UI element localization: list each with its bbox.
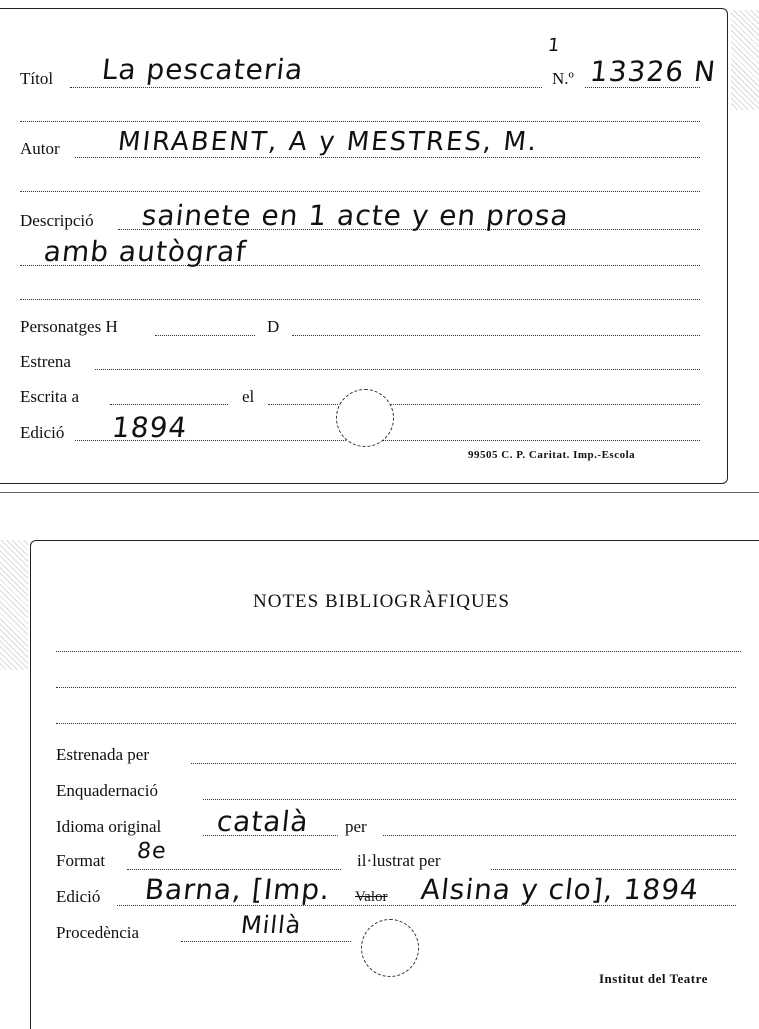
- format-value: 8e: [135, 839, 168, 864]
- bibliographic-notes-card: [30, 540, 759, 1029]
- per-label: per: [345, 817, 367, 836]
- procedencia-label: Procedència: [56, 923, 140, 942]
- edicio-value: 1894: [110, 411, 189, 444]
- edicio-label: Edició: [56, 887, 101, 906]
- punch-hole: [336, 389, 394, 447]
- edicio-value-a: Barna, [Imp.: [143, 873, 332, 906]
- punch-hole: [361, 919, 419, 977]
- institution-credit: Institut del Teatre: [599, 971, 708, 986]
- per-line: [383, 835, 736, 836]
- titol-label: Títol: [20, 69, 54, 88]
- escrita-line: [110, 404, 228, 405]
- procedencia-value: Millà: [239, 911, 303, 939]
- notes-line: [56, 723, 736, 724]
- estrena-line: [95, 369, 700, 370]
- idioma-value: català: [215, 805, 311, 838]
- autor-line: [75, 157, 700, 158]
- scan-edge-noise: [731, 10, 759, 110]
- descripcio-line-2: amb autògraf: [42, 235, 249, 268]
- descripcio-label: Descripció: [20, 211, 94, 230]
- autor-label: Autor: [20, 139, 60, 158]
- escrita-label: Escrita a: [20, 387, 79, 406]
- notes-heading: NOTES BIBLIOGRÀFIQUES: [253, 591, 510, 612]
- titol-line: [70, 87, 542, 88]
- blank-line: [20, 121, 700, 122]
- enquadernacio-line: [203, 799, 736, 800]
- notes-line: [56, 687, 736, 688]
- blank-line: [20, 299, 700, 300]
- estrena-label: Estrena: [20, 352, 71, 371]
- format-label: Format: [56, 851, 106, 870]
- scan-separator: [0, 492, 759, 493]
- autor-value: MIRABENT, A y MESTRES, M.: [116, 127, 540, 157]
- d-label: D: [267, 317, 280, 336]
- procedencia-line: [181, 941, 351, 942]
- descripcio-line-1: sainete en 1 acte y en prosa: [140, 199, 571, 232]
- edicio-value-b: Alsina y clo], 1894: [419, 873, 701, 906]
- blank-line: [20, 191, 700, 192]
- numero-mark: 1: [546, 35, 562, 56]
- enquadernacio-label: Enquadernació: [56, 781, 158, 800]
- estrenada-label: Estrenada per: [56, 745, 149, 764]
- el-line: [268, 404, 700, 405]
- personatges-label: Personatges H: [20, 317, 118, 336]
- valor-label: Valor: [355, 889, 388, 905]
- edicio-label: Edició: [20, 423, 65, 442]
- scan-edge-noise: [0, 540, 28, 670]
- el-label: el: [242, 387, 255, 406]
- notes-line: [56, 651, 741, 652]
- printer-credit: 99505 C. P. Caritat. Imp.-Escola: [468, 449, 636, 461]
- numero-label: N.º: [552, 69, 574, 88]
- titol-value: La pescateria: [100, 53, 306, 86]
- numero-value: 13326 N: [588, 55, 718, 88]
- illustrat-label: il·lustrat per: [357, 851, 441, 870]
- catalog-card: [0, 8, 728, 484]
- illustrat-line: [491, 869, 736, 870]
- estrenada-line: [191, 763, 736, 764]
- idioma-label: Idioma original: [56, 817, 162, 836]
- format-line: [127, 869, 341, 870]
- personatges-h-line: [155, 335, 255, 336]
- personatges-d-line: [292, 335, 700, 336]
